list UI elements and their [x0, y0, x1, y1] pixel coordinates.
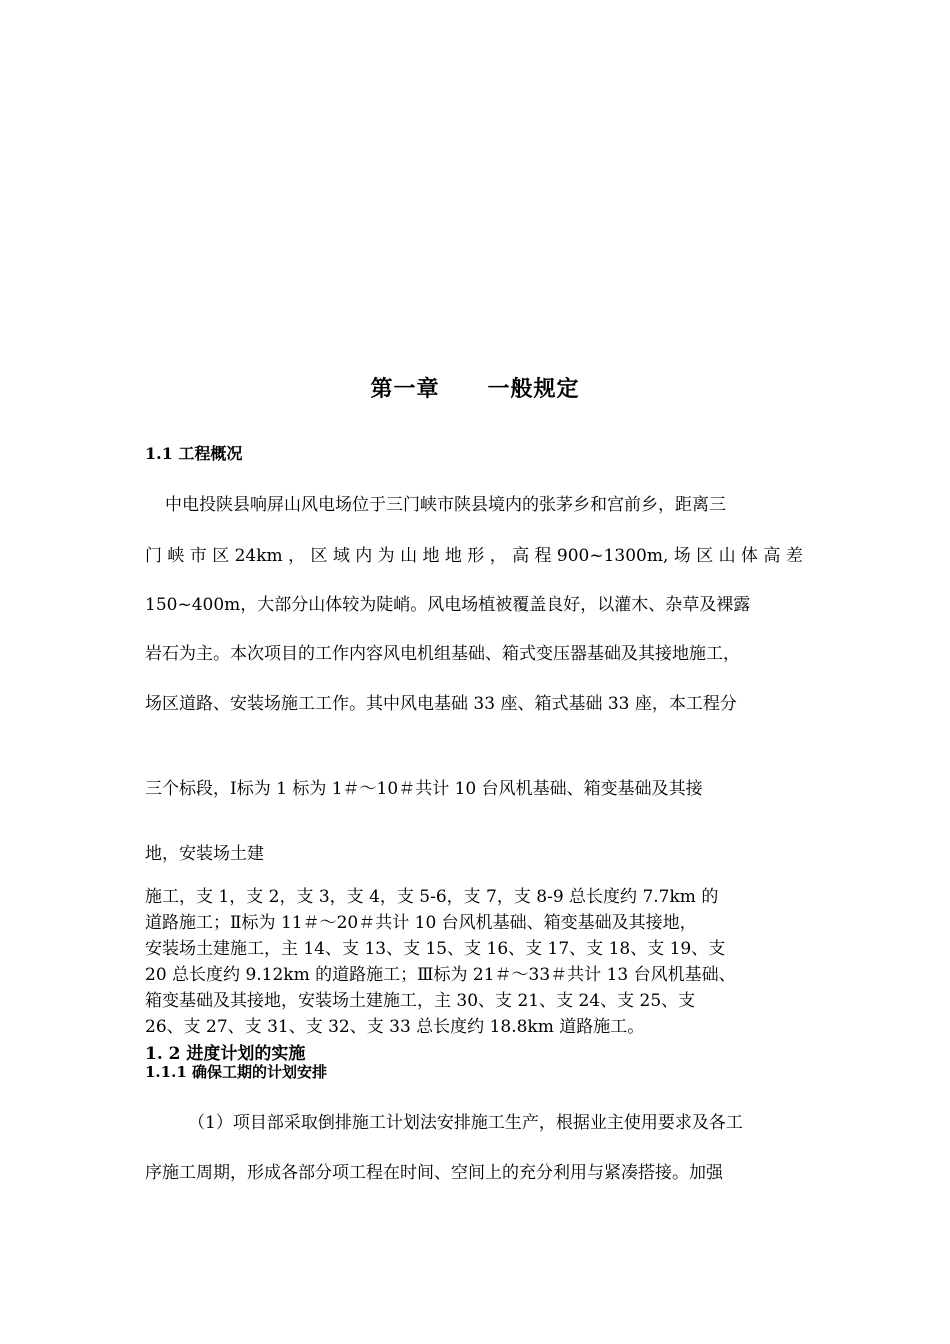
paragraph-line: 岩石为主。本次项目的工作内容风电机组基础、箱式变压器基础及其接地施工， [145, 644, 740, 664]
subsection-heading: 1.1.1 确保工期的计划安排 [145, 1063, 327, 1081]
paragraph-line: 地，安装场土建 [145, 844, 264, 864]
paragraph-line: 场区道路、安装场施工工作。其中风电基础 33 座、箱式基础 33 座，本工程分 [145, 694, 737, 714]
paragraph-line: 26、支 27、支 31、支 32、支 33 总长度约 18.8km 道路施工。 [145, 1017, 645, 1037]
paragraph-line: 道路施工；Ⅱ标为 11＃～20＃共计 10 台风机基础、箱变基础及其接地， [145, 913, 697, 933]
chapter-name: 一般规定 [487, 376, 580, 402]
section-heading-1-1: 1.1 工程概况 [145, 444, 243, 463]
paragraph-line: 中电投陕县响屏山风电场位于三门峡市陕县境内的张茅乡和宫前乡，距离三 [165, 495, 726, 515]
section-heading-1-2: 1. 2 进度计划的实施 [145, 1044, 306, 1064]
paragraph-line: 序施工周期，形成各部分项工程在时间、空间上的充分利用与紧凑搭接。加强 [145, 1163, 723, 1183]
paragraph-line: 施工，支 1，支 2，支 3，支 4，支 5-6，支 7，支 8-9 总长度约 7.7km 的 [145, 887, 719, 907]
paragraph-line: （1）项目部采取倒排施工计划法安排施工生产，根据业主使用要求及各工 [188, 1113, 743, 1133]
paragraph-line: 三个标段，Ⅰ标为 1 标为 1＃～10＃共计 10 台风机基础、箱变基础及其接 [145, 779, 703, 799]
paragraph-line: 门 峡 市 区 24km ， 区 域 内 为 山 地 地 形 ， 高 程 900~1300m, 场 区 山 体 高 差 [145, 546, 803, 566]
paragraph-line: 150~400m，大部分山体较为陡峭。风电场植被覆盖良好，以灌木、杂草及裸露 [145, 595, 751, 615]
chapter-number: 第一章 [370, 376, 440, 402]
chapter-title [0, 372, 950, 403]
paragraph-line: 安装场土建施工，主 14、支 13、支 15、支 16、支 17、支 18、支 19、支 [145, 939, 726, 959]
dense-paragraph [145, 884, 815, 1040]
paragraph-line: 20 总长度约 9.12km 的道路施工；Ⅲ标为 21＃～33＃共计 13 台风机基础、 [145, 965, 736, 985]
paragraph-line: 箱变基础及其接地，安装场土建施工，主 30、支 21、支 24、支 25、支 [145, 991, 696, 1011]
